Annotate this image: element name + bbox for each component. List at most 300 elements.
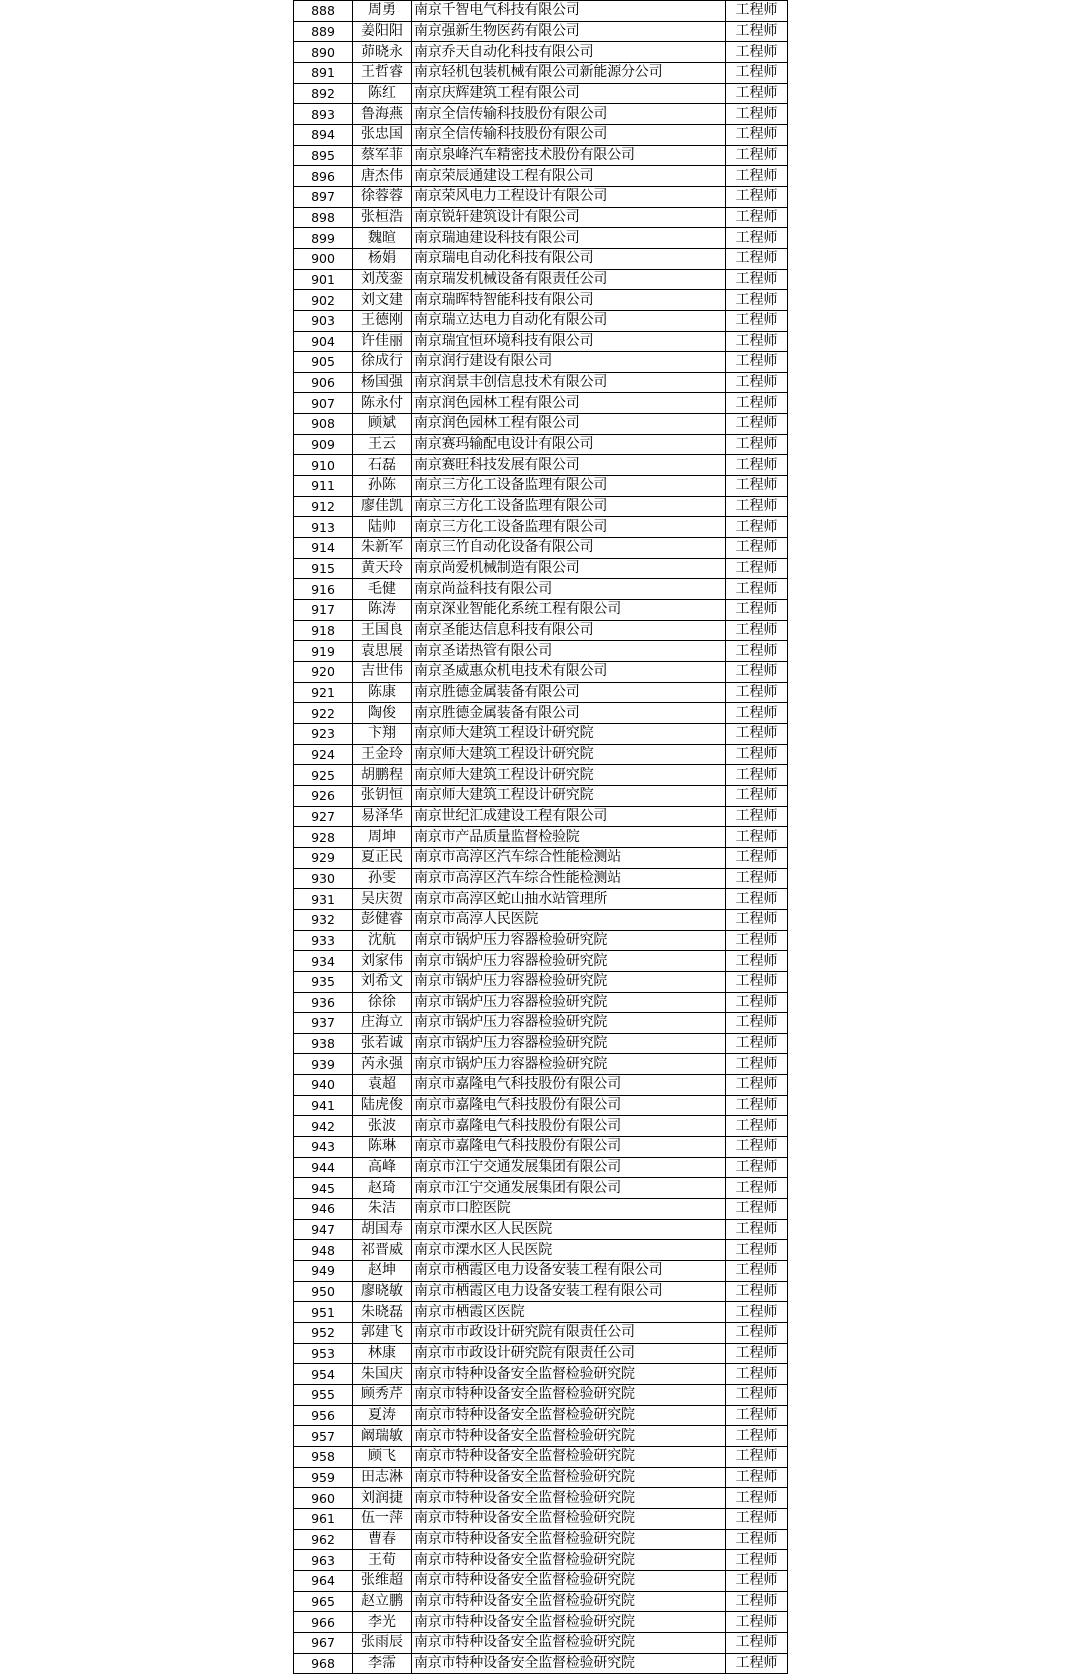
person-name-cell: 廖晓敏 bbox=[353, 1281, 412, 1302]
organization-cell: 南京市溧水区人民医院 bbox=[412, 1219, 726, 1240]
table-row bbox=[294, 1591, 788, 1612]
table-row bbox=[294, 620, 788, 641]
job-title-cell: 工程师 bbox=[726, 1261, 788, 1282]
job-title-cell: 工程师 bbox=[726, 228, 788, 249]
organization-cell: 南京市高淳区汽车综合性能检测站 bbox=[412, 847, 726, 868]
row-number-cell: 945 bbox=[294, 1178, 353, 1199]
job-title-cell: 工程师 bbox=[726, 21, 788, 42]
job-title-cell: 工程师 bbox=[726, 909, 788, 930]
job-title-cell: 工程师 bbox=[726, 723, 788, 744]
row-number-cell: 930 bbox=[294, 868, 353, 889]
row-number-cell: 903 bbox=[294, 310, 353, 331]
organization-cell: 南京市锅炉压力容器检验研究院 bbox=[412, 930, 726, 951]
table-row bbox=[294, 723, 788, 744]
organization-cell: 南京市栖霞区电力设备安装工程有限公司 bbox=[412, 1281, 726, 1302]
organization-cell: 南京乔天自动化科技有限公司 bbox=[412, 42, 726, 63]
job-title-cell: 工程师 bbox=[726, 1013, 788, 1034]
row-number-cell: 936 bbox=[294, 992, 353, 1013]
person-name-cell: 朱晓磊 bbox=[353, 1302, 412, 1323]
table-row bbox=[294, 1570, 788, 1591]
person-name-cell: 张维超 bbox=[353, 1570, 412, 1591]
organization-cell: 南京赛旺科技发展有限公司 bbox=[412, 455, 726, 476]
organization-cell: 南京市锅炉压力容器检验研究院 bbox=[412, 951, 726, 972]
job-title-cell: 工程师 bbox=[726, 1199, 788, 1220]
organization-cell: 南京师大建筑工程设计研究院 bbox=[412, 744, 726, 765]
row-number-cell: 917 bbox=[294, 600, 353, 621]
organization-cell: 南京市特种设备安全监督检验研究院 bbox=[412, 1653, 726, 1674]
job-title-cell: 工程师 bbox=[726, 1157, 788, 1178]
job-title-cell: 工程师 bbox=[726, 1219, 788, 1240]
table-row bbox=[294, 600, 788, 621]
organization-cell: 南京赛玛输配电设计有限公司 bbox=[412, 434, 726, 455]
row-number-cell: 941 bbox=[294, 1095, 353, 1116]
organization-cell: 南京瑞迪建设科技有限公司 bbox=[412, 228, 726, 249]
job-title-cell: 工程师 bbox=[726, 992, 788, 1013]
organization-cell: 南京三方化工设备监理有限公司 bbox=[412, 496, 726, 517]
person-name-cell: 胡国寿 bbox=[353, 1219, 412, 1240]
person-name-cell: 徐徐 bbox=[353, 992, 412, 1013]
row-number-cell: 900 bbox=[294, 248, 353, 269]
job-title-cell: 工程师 bbox=[726, 600, 788, 621]
job-title-cell: 工程师 bbox=[726, 496, 788, 517]
person-name-cell: 陈琳 bbox=[353, 1137, 412, 1158]
person-name-cell: 徐成行 bbox=[353, 352, 412, 373]
table-row bbox=[294, 889, 788, 910]
table-row bbox=[294, 682, 788, 703]
job-title-cell: 工程师 bbox=[726, 1446, 788, 1467]
table-row bbox=[294, 1612, 788, 1633]
job-title-cell: 工程师 bbox=[726, 124, 788, 145]
job-title-cell: 工程师 bbox=[726, 331, 788, 352]
table-row bbox=[294, 909, 788, 930]
row-number-cell: 913 bbox=[294, 517, 353, 538]
job-title-cell: 工程师 bbox=[726, 269, 788, 290]
organization-cell: 南京三方化工设备监理有限公司 bbox=[412, 517, 726, 538]
row-number-cell: 952 bbox=[294, 1323, 353, 1344]
organization-cell: 南京世纪汇成建设工程有限公司 bbox=[412, 806, 726, 827]
job-title-cell: 工程师 bbox=[726, 930, 788, 951]
row-number-cell: 923 bbox=[294, 723, 353, 744]
job-title-cell: 工程师 bbox=[726, 290, 788, 311]
job-title-cell: 工程师 bbox=[726, 1240, 788, 1261]
person-name-cell: 郭建飞 bbox=[353, 1323, 412, 1344]
person-name-cell: 刘希文 bbox=[353, 971, 412, 992]
organization-cell: 南京师大建筑工程设计研究院 bbox=[412, 785, 726, 806]
person-name-cell: 王国良 bbox=[353, 620, 412, 641]
job-title-cell: 工程师 bbox=[726, 1508, 788, 1529]
organization-cell: 南京市栖霞区医院 bbox=[412, 1302, 726, 1323]
person-name-cell: 朱国庆 bbox=[353, 1364, 412, 1385]
organization-cell: 南京市特种设备安全监督检验研究院 bbox=[412, 1384, 726, 1405]
roster-table-body bbox=[294, 1, 788, 1674]
table-row bbox=[294, 331, 788, 352]
row-number-cell: 925 bbox=[294, 765, 353, 786]
row-number-cell: 943 bbox=[294, 1137, 353, 1158]
row-number-cell: 919 bbox=[294, 641, 353, 662]
table-row bbox=[294, 269, 788, 290]
table-row bbox=[294, 290, 788, 311]
job-title-cell: 工程师 bbox=[726, 703, 788, 724]
job-title-cell: 工程师 bbox=[726, 434, 788, 455]
table-row bbox=[294, 1384, 788, 1405]
table-row bbox=[294, 662, 788, 683]
row-number-cell: 953 bbox=[294, 1343, 353, 1364]
row-number-cell: 906 bbox=[294, 372, 353, 393]
row-number-cell: 964 bbox=[294, 1570, 353, 1591]
table-row bbox=[294, 971, 788, 992]
row-number-cell: 939 bbox=[294, 1054, 353, 1075]
table-row bbox=[294, 806, 788, 827]
person-name-cell: 孙陈 bbox=[353, 476, 412, 497]
table-row bbox=[294, 393, 788, 414]
row-number-cell: 916 bbox=[294, 579, 353, 600]
person-name-cell: 胡鹏程 bbox=[353, 765, 412, 786]
person-name-cell: 张钥恒 bbox=[353, 785, 412, 806]
table-row bbox=[294, 827, 788, 848]
job-title-cell: 工程师 bbox=[726, 104, 788, 125]
job-title-cell: 工程师 bbox=[726, 1033, 788, 1054]
row-number-cell: 928 bbox=[294, 827, 353, 848]
person-name-cell: 祁晋威 bbox=[353, 1240, 412, 1261]
job-title-cell: 工程师 bbox=[726, 1632, 788, 1653]
row-number-cell: 946 bbox=[294, 1199, 353, 1220]
row-number-cell: 927 bbox=[294, 806, 353, 827]
person-name-cell: 唐杰伟 bbox=[353, 166, 412, 187]
organization-cell: 南京胜德金属装备有限公司 bbox=[412, 682, 726, 703]
row-number-cell: 961 bbox=[294, 1508, 353, 1529]
row-number-cell: 910 bbox=[294, 455, 353, 476]
row-number-cell: 888 bbox=[294, 1, 353, 22]
person-name-cell: 张波 bbox=[353, 1116, 412, 1137]
table-row bbox=[294, 83, 788, 104]
organization-cell: 南京市特种设备安全监督检验研究院 bbox=[412, 1405, 726, 1426]
job-title-cell: 工程师 bbox=[726, 372, 788, 393]
row-number-cell: 957 bbox=[294, 1426, 353, 1447]
person-name-cell: 张雨辰 bbox=[353, 1632, 412, 1653]
organization-cell: 南京圣威惠众机电技术有限公司 bbox=[412, 662, 726, 683]
table-row bbox=[294, 186, 788, 207]
job-title-cell: 工程师 bbox=[726, 414, 788, 435]
row-number-cell: 926 bbox=[294, 785, 353, 806]
table-row bbox=[294, 455, 788, 476]
job-title-cell: 工程师 bbox=[726, 1364, 788, 1385]
job-title-cell: 工程师 bbox=[726, 1488, 788, 1509]
organization-cell: 南京庆辉建筑工程有限公司 bbox=[412, 83, 726, 104]
table-row bbox=[294, 1261, 788, 1282]
table-row bbox=[294, 992, 788, 1013]
job-title-cell: 工程师 bbox=[726, 310, 788, 331]
organization-cell: 南京润色园林工程有限公司 bbox=[412, 393, 726, 414]
job-title-cell: 工程师 bbox=[726, 1426, 788, 1447]
table-row bbox=[294, 1240, 788, 1261]
table-row bbox=[294, 951, 788, 972]
job-title-cell: 工程师 bbox=[726, 785, 788, 806]
table-row bbox=[294, 579, 788, 600]
organization-cell: 南京市高淳区蛇山抽水站管理所 bbox=[412, 889, 726, 910]
person-name-cell: 曹春 bbox=[353, 1529, 412, 1550]
organization-cell: 南京市特种设备安全监督检验研究院 bbox=[412, 1364, 726, 1385]
person-name-cell: 吉世伟 bbox=[353, 662, 412, 683]
job-title-cell: 工程师 bbox=[726, 1653, 788, 1674]
person-name-cell: 张桓浩 bbox=[353, 207, 412, 228]
row-number-cell: 932 bbox=[294, 909, 353, 930]
person-name-cell: 刘茂銮 bbox=[353, 269, 412, 290]
organization-cell: 南京市特种设备安全监督检验研究院 bbox=[412, 1632, 726, 1653]
row-number-cell: 944 bbox=[294, 1157, 353, 1178]
organization-cell: 南京市锅炉压力容器检验研究院 bbox=[412, 971, 726, 992]
person-name-cell: 刘润捷 bbox=[353, 1488, 412, 1509]
organization-cell: 南京市栖霞区电力设备安装工程有限公司 bbox=[412, 1261, 726, 1282]
person-name-cell: 茆晓永 bbox=[353, 42, 412, 63]
person-name-cell: 魏暄 bbox=[353, 228, 412, 249]
organization-cell: 南京三竹自动化设备有限公司 bbox=[412, 538, 726, 559]
job-title-cell: 工程师 bbox=[726, 579, 788, 600]
organization-cell: 南京市嘉隆电气科技股份有限公司 bbox=[412, 1116, 726, 1137]
table-row bbox=[294, 310, 788, 331]
organization-cell: 南京深业智能化系统工程有限公司 bbox=[412, 600, 726, 621]
job-title-cell: 工程师 bbox=[726, 186, 788, 207]
organization-cell: 南京市市政设计研究院有限责任公司 bbox=[412, 1323, 726, 1344]
person-name-cell: 许佳丽 bbox=[353, 331, 412, 352]
organization-cell: 南京市特种设备安全监督检验研究院 bbox=[412, 1612, 726, 1633]
organization-cell: 南京润景丰创信息技术有限公司 bbox=[412, 372, 726, 393]
organization-cell: 南京泉峰汽车精密技术股份有限公司 bbox=[412, 145, 726, 166]
organization-cell: 南京瑞发机械设备有限责任公司 bbox=[412, 269, 726, 290]
person-name-cell: 陈康 bbox=[353, 682, 412, 703]
person-name-cell: 庄海立 bbox=[353, 1013, 412, 1034]
table-row bbox=[294, 1426, 788, 1447]
organization-cell: 南京市高淳人民医院 bbox=[412, 909, 726, 930]
table-row bbox=[294, 1488, 788, 1509]
person-name-cell: 陆虎俊 bbox=[353, 1095, 412, 1116]
organization-cell: 南京市嘉隆电气科技股份有限公司 bbox=[412, 1075, 726, 1096]
job-title-cell: 工程师 bbox=[726, 662, 788, 683]
person-name-cell: 王德刚 bbox=[353, 310, 412, 331]
person-name-cell: 林康 bbox=[353, 1343, 412, 1364]
row-number-cell: 908 bbox=[294, 414, 353, 435]
job-title-cell: 工程师 bbox=[726, 517, 788, 538]
organization-cell: 南京市特种设备安全监督检验研究院 bbox=[412, 1508, 726, 1529]
table-row bbox=[294, 868, 788, 889]
table-row bbox=[294, 1095, 788, 1116]
row-number-cell: 922 bbox=[294, 703, 353, 724]
job-title-cell: 工程师 bbox=[726, 868, 788, 889]
job-title-cell: 工程师 bbox=[726, 682, 788, 703]
job-title-cell: 工程师 bbox=[726, 1095, 788, 1116]
person-name-cell: 夏涛 bbox=[353, 1405, 412, 1426]
person-name-cell: 顾秀芹 bbox=[353, 1384, 412, 1405]
job-title-cell: 工程师 bbox=[726, 889, 788, 910]
table-row bbox=[294, 847, 788, 868]
table-row bbox=[294, 104, 788, 125]
job-title-cell: 工程师 bbox=[726, 806, 788, 827]
organization-cell: 南京三方化工设备监理有限公司 bbox=[412, 476, 726, 497]
table-row bbox=[294, 1033, 788, 1054]
job-title-cell: 工程师 bbox=[726, 1, 788, 22]
organization-cell: 南京全信传输科技股份有限公司 bbox=[412, 104, 726, 125]
organization-cell: 南京润色园林工程有限公司 bbox=[412, 414, 726, 435]
table-row bbox=[294, 785, 788, 806]
job-title-cell: 工程师 bbox=[726, 455, 788, 476]
row-number-cell: 924 bbox=[294, 744, 353, 765]
table-row bbox=[294, 414, 788, 435]
row-number-cell: 959 bbox=[294, 1467, 353, 1488]
person-name-cell: 易泽华 bbox=[353, 806, 412, 827]
person-name-cell: 毛健 bbox=[353, 579, 412, 600]
organization-cell: 南京市锅炉压力容器检验研究院 bbox=[412, 992, 726, 1013]
job-title-cell: 工程师 bbox=[726, 1178, 788, 1199]
row-number-cell: 967 bbox=[294, 1632, 353, 1653]
organization-cell: 南京市特种设备安全监督检验研究院 bbox=[412, 1570, 726, 1591]
job-title-cell: 工程师 bbox=[726, 1302, 788, 1323]
row-number-cell: 940 bbox=[294, 1075, 353, 1096]
job-title-cell: 工程师 bbox=[726, 1054, 788, 1075]
table-row bbox=[294, 1323, 788, 1344]
table-row bbox=[294, 145, 788, 166]
person-name-cell: 杨国强 bbox=[353, 372, 412, 393]
table-row bbox=[294, 1446, 788, 1467]
table-row bbox=[294, 1508, 788, 1529]
organization-cell: 南京润行建设有限公司 bbox=[412, 352, 726, 373]
row-number-cell: 929 bbox=[294, 847, 353, 868]
person-name-cell: 刘家伟 bbox=[353, 951, 412, 972]
person-name-cell: 陶俊 bbox=[353, 703, 412, 724]
row-number-cell: 918 bbox=[294, 620, 353, 641]
job-title-cell: 工程师 bbox=[726, 971, 788, 992]
organization-cell: 南京市产品质量监督检验院 bbox=[412, 827, 726, 848]
job-title-cell: 工程师 bbox=[726, 1343, 788, 1364]
row-number-cell: 905 bbox=[294, 352, 353, 373]
job-title-cell: 工程师 bbox=[726, 145, 788, 166]
row-number-cell: 962 bbox=[294, 1529, 353, 1550]
person-name-cell: 顾飞 bbox=[353, 1446, 412, 1467]
organization-cell: 南京市江宁交通发展集团有限公司 bbox=[412, 1157, 726, 1178]
job-title-cell: 工程师 bbox=[726, 1281, 788, 1302]
row-number-cell: 950 bbox=[294, 1281, 353, 1302]
person-name-cell: 徐蓉蓉 bbox=[353, 186, 412, 207]
row-number-cell: 889 bbox=[294, 21, 353, 42]
row-number-cell: 949 bbox=[294, 1261, 353, 1282]
organization-cell: 南京市嘉隆电气科技股份有限公司 bbox=[412, 1095, 726, 1116]
row-number-cell: 942 bbox=[294, 1116, 353, 1137]
job-title-cell: 工程师 bbox=[726, 538, 788, 559]
row-number-cell: 892 bbox=[294, 83, 353, 104]
table-row bbox=[294, 62, 788, 83]
organization-cell: 南京市特种设备安全监督检验研究院 bbox=[412, 1550, 726, 1571]
table-row bbox=[294, 1632, 788, 1653]
row-number-cell: 914 bbox=[294, 538, 353, 559]
organization-cell: 南京市特种设备安全监督检验研究院 bbox=[412, 1529, 726, 1550]
table-row bbox=[294, 166, 788, 187]
table-row bbox=[294, 1116, 788, 1137]
row-number-cell: 951 bbox=[294, 1302, 353, 1323]
row-number-cell: 934 bbox=[294, 951, 353, 972]
table-row bbox=[294, 703, 788, 724]
person-name-cell: 顾斌 bbox=[353, 414, 412, 435]
person-name-cell: 陆帅 bbox=[353, 517, 412, 538]
person-name-cell: 王金玲 bbox=[353, 744, 412, 765]
table-row bbox=[294, 1157, 788, 1178]
person-name-cell: 王哲睿 bbox=[353, 62, 412, 83]
organization-cell: 南京荣风电力工程设计有限公司 bbox=[412, 186, 726, 207]
person-name-cell: 孙雯 bbox=[353, 868, 412, 889]
row-number-cell: 890 bbox=[294, 42, 353, 63]
organization-cell: 南京市特种设备安全监督检验研究院 bbox=[412, 1591, 726, 1612]
person-name-cell: 李霈 bbox=[353, 1653, 412, 1674]
job-title-cell: 工程师 bbox=[726, 62, 788, 83]
organization-cell: 南京市锅炉压力容器检验研究院 bbox=[412, 1013, 726, 1034]
row-number-cell: 938 bbox=[294, 1033, 353, 1054]
person-name-cell: 王荀 bbox=[353, 1550, 412, 1571]
person-name-cell: 李光 bbox=[353, 1612, 412, 1633]
table-row bbox=[294, 1178, 788, 1199]
organization-cell: 南京圣能达信息科技有限公司 bbox=[412, 620, 726, 641]
row-number-cell: 911 bbox=[294, 476, 353, 497]
organization-cell: 南京市特种设备安全监督检验研究院 bbox=[412, 1446, 726, 1467]
job-title-cell: 工程师 bbox=[726, 1467, 788, 1488]
table-row bbox=[294, 496, 788, 517]
organization-cell: 南京尚爱机械制造有限公司 bbox=[412, 558, 726, 579]
row-number-cell: 933 bbox=[294, 930, 353, 951]
table-row bbox=[294, 434, 788, 455]
person-name-cell: 石磊 bbox=[353, 455, 412, 476]
row-number-cell: 960 bbox=[294, 1488, 353, 1509]
table-row bbox=[294, 352, 788, 373]
organization-cell: 南京锐轩建筑设计有限公司 bbox=[412, 207, 726, 228]
organization-cell: 南京千智电气科技有限公司 bbox=[412, 1, 726, 22]
job-title-cell: 工程师 bbox=[726, 1612, 788, 1633]
table-row bbox=[294, 207, 788, 228]
table-row bbox=[294, 1405, 788, 1426]
row-number-cell: 904 bbox=[294, 331, 353, 352]
organization-cell: 南京强新生物医药有限公司 bbox=[412, 21, 726, 42]
organization-cell: 南京市江宁交通发展集团有限公司 bbox=[412, 1178, 726, 1199]
job-title-cell: 工程师 bbox=[726, 1529, 788, 1550]
job-title-cell: 工程师 bbox=[726, 476, 788, 497]
job-title-cell: 工程师 bbox=[726, 393, 788, 414]
row-number-cell: 894 bbox=[294, 124, 353, 145]
row-number-cell: 966 bbox=[294, 1612, 353, 1633]
organization-cell: 南京市锅炉压力容器检验研究院 bbox=[412, 1054, 726, 1075]
person-name-cell: 王云 bbox=[353, 434, 412, 455]
organization-cell: 南京胜德金属装备有限公司 bbox=[412, 703, 726, 724]
person-name-cell: 芮永强 bbox=[353, 1054, 412, 1075]
person-name-cell: 赵琦 bbox=[353, 1178, 412, 1199]
person-name-cell: 袁思展 bbox=[353, 641, 412, 662]
row-number-cell: 909 bbox=[294, 434, 353, 455]
table-row bbox=[294, 1302, 788, 1323]
job-title-cell: 工程师 bbox=[726, 248, 788, 269]
organization-cell: 南京市特种设备安全监督检验研究院 bbox=[412, 1426, 726, 1447]
person-name-cell: 赵坤 bbox=[353, 1261, 412, 1282]
table-row bbox=[294, 21, 788, 42]
table-row bbox=[294, 1364, 788, 1385]
person-name-cell: 周勇 bbox=[353, 1, 412, 22]
table-row bbox=[294, 1343, 788, 1364]
person-name-cell: 卞翔 bbox=[353, 723, 412, 744]
job-title-cell: 工程师 bbox=[726, 827, 788, 848]
organization-cell: 南京瑞宜恒环境科技有限公司 bbox=[412, 331, 726, 352]
table-row bbox=[294, 42, 788, 63]
table-row bbox=[294, 930, 788, 951]
organization-cell: 南京市口腔医院 bbox=[412, 1199, 726, 1220]
row-number-cell: 920 bbox=[294, 662, 353, 683]
table-row bbox=[294, 228, 788, 249]
person-name-cell: 沈航 bbox=[353, 930, 412, 951]
row-number-cell: 901 bbox=[294, 269, 353, 290]
table-row bbox=[294, 248, 788, 269]
job-title-cell: 工程师 bbox=[726, 1075, 788, 1096]
